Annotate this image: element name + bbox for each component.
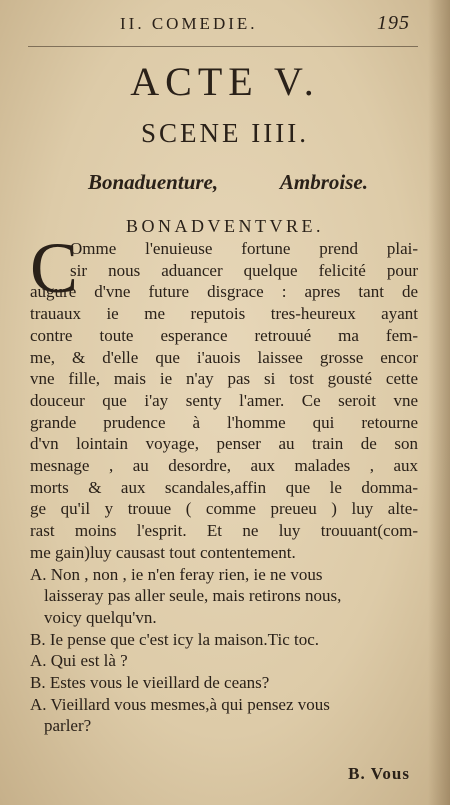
header-rule [28,46,418,47]
text-line: grande prudence à l'homme qui retourne [30,412,418,432]
text-line: me gain)luy causast tout contentement. [30,542,296,562]
text-line: morts & aux scandales,affin que le domma- [30,477,418,497]
dialogue-line: A. Vieillard vous mesmes,à qui pensez vous [30,694,330,714]
text-line: douceur que i'ay senty l'amer. Ce seroit vne [30,390,418,410]
text-line: trauaux ie me reputois tres-heureux ayant [30,304,418,324]
dialogue-line: laisseray pas aller seule, mais retirons nous, [44,586,342,606]
persona-ambroise: Ambroise. [279,170,368,194]
text-line: me, & d'elle que i'auois laissee grosse encor [30,347,418,367]
catchword: B. Vous [348,764,410,783]
page-number: 195 [377,12,410,34]
text-line: contre toute esperance retrouué ma fem- [30,325,418,345]
running-head [120,12,410,35]
text-line: Omme l'enuieuse fortune prend plai- [70,239,418,258]
dialogue-line: B. Estes vous le vieillard de ceans? [30,673,270,693]
dialogue-line: A. Non , non , ie n'en feray rien, ie ne vous [30,564,323,584]
body-text [30,238,418,737]
dialogue-line: voicy quelqu'vn. [44,607,157,627]
text-line: mesnage , au desordre, aux malades , aux [30,456,418,476]
text-line: ge qu'il y trouue ( comme preueu ) luy alte- [30,499,418,519]
dialogue-line: B. Ie pense que c'est icy la maison.Tic toc. [30,629,320,649]
scene-title: SCENE IIII. [141,118,309,148]
speaker-heading: BONADVENTVRE. [126,216,324,236]
persona-bonaduenture: Bonaduenture, [88,170,219,194]
text-line: d'vn lointain voyage, penser au train de son [30,434,418,454]
running-title: II. COMEDIE. [120,14,258,33]
act-title: ACTE V. [130,59,320,104]
personae-line [88,170,368,195]
drop-cap: C [30,228,79,308]
text-line: sir nous aduancer quelque felicité pour [70,260,418,280]
text-line: augure d'vne future disgrace : apres tant de [30,282,418,302]
text-line: vne fille, mais ie n'ay pas si tost gousté cette [30,369,418,389]
dialogue-line: A. Qui est là ? [30,651,128,671]
text-line: rast moins l'esprit. Et ne luy trouuant(com- [30,521,418,541]
dialogue-line: parler? [44,716,92,736]
